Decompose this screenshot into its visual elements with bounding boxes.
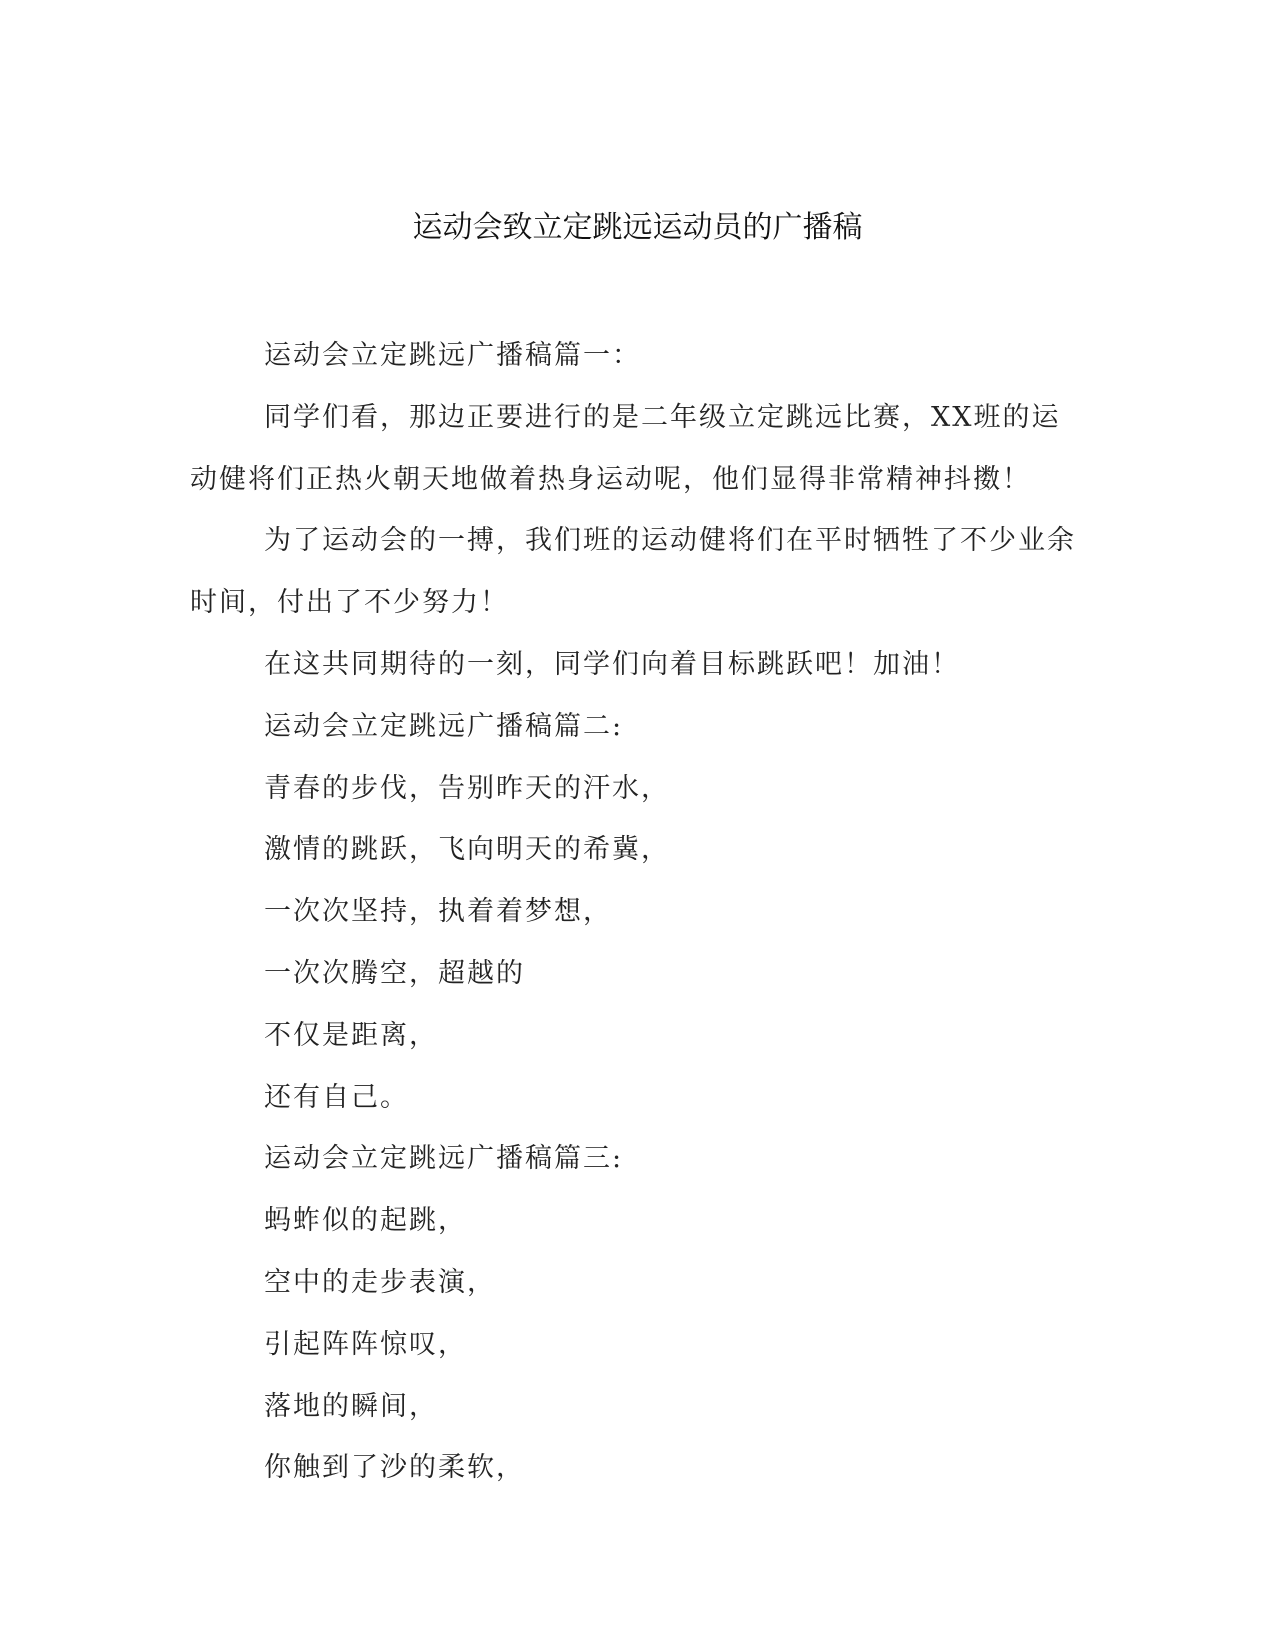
paragraph: 在这共同期待的一刻，同学们向着目标跳跃吧！加油！ bbox=[264, 648, 960, 680]
verse-line: 引起阵阵惊叹， bbox=[264, 1328, 467, 1360]
verse-line: 落地的瞬间， bbox=[264, 1390, 438, 1422]
verse-line: 还有自己。 bbox=[264, 1081, 409, 1113]
paragraph: 为了运动会的一搏，我们班的运动健将们在平时牺牲了不少业余时间，付出了不少努力！ bbox=[190, 525, 1076, 619]
verse-line: 蚂蚱似的起跳， bbox=[264, 1205, 467, 1237]
verse-line: 不仅是距离， bbox=[264, 1019, 438, 1051]
verse-line: 一次次坚持，执着着梦想， bbox=[264, 896, 612, 928]
document-body bbox=[190, 325, 1080, 1499]
document-title: 运动会致立定跳远运动员的广播稿 bbox=[412, 210, 863, 245]
paragraph-heading-2: 运动会立定跳远广播稿篇二: bbox=[264, 710, 624, 742]
paragraph-heading-1: 运动会立定跳远广播稿篇一： bbox=[264, 340, 641, 371]
verse-line: 一次次腾空，超越的 bbox=[264, 957, 525, 989]
verse-line: 激情的跳跃，飞向明天的希冀， bbox=[264, 834, 670, 866]
paragraph: 同学们看，那边正要进行的是二年级立定跳远比赛，XX班的运动健将们正热火朝天地做着热身运动呢，他们显得非常精神抖擞！ bbox=[190, 401, 1061, 495]
paragraph-heading-3: 运动会立定跳远广播稿篇三: bbox=[264, 1143, 624, 1175]
verse-line: 你触到了沙的柔软， bbox=[264, 1452, 525, 1484]
verse-line: 空中的走步表演， bbox=[264, 1266, 496, 1298]
verse-line: 青春的步伐，告别昨天的汗水， bbox=[264, 772, 670, 804]
